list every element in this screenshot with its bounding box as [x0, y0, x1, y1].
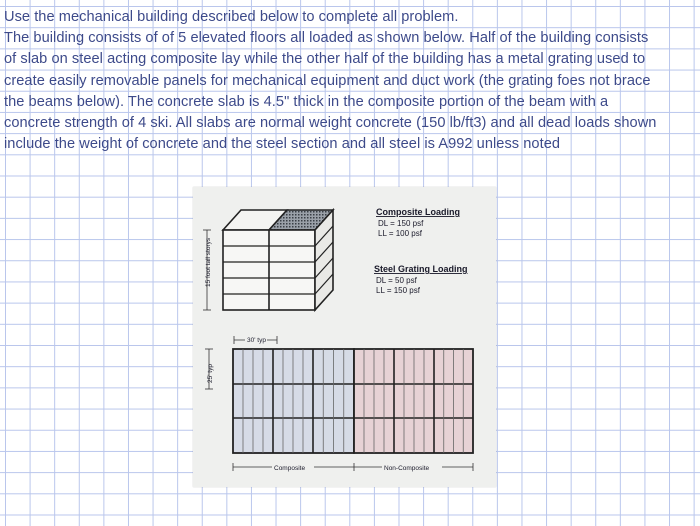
- building-3d-view: [223, 210, 333, 310]
- composite-loading-block: [376, 207, 460, 238]
- bay-width-dimension: [234, 335, 277, 344]
- problem-line-4: create easily removable panels for mechanical equipment and duct work (the grating foes not brace: [4, 72, 651, 89]
- bay-depth-label: 25' typ: [207, 364, 214, 383]
- grating-live-load: LL = 150 psf: [376, 286, 420, 295]
- problem-line-5: the beams below). The concrete slab is 4.5" thick in the composite portion of the beam with a: [4, 93, 609, 110]
- story-height-label: 15 foot tall storys: [205, 237, 212, 287]
- grating-loading-block: [374, 264, 468, 295]
- composite-dead-load: DL = 150 psf: [378, 219, 424, 228]
- floor-plan: [233, 349, 473, 453]
- composite-loading-title: Composite Loading: [376, 207, 460, 217]
- problem-line-6: concrete strength of 4 ski. All slabs are normal weight concrete (150 lb/ft3) and all dead loads shown: [4, 115, 657, 132]
- composite-live-load: LL = 100 psf: [378, 229, 422, 238]
- plan-width-dimension: [233, 462, 473, 472]
- bay-depth-dimension: [205, 349, 214, 389]
- bay-width-label: 30' typ: [247, 337, 266, 344]
- problem-line-3: of slab on steel acting composite lay while the other half of the building has a metal grating used to: [4, 51, 646, 68]
- story-height-dimension: [203, 230, 212, 310]
- problem-line-7: include the weight of concrete and the steel section and all steel is A992 unless noted: [4, 136, 561, 153]
- grating-dead-load: DL = 50 psf: [376, 276, 417, 285]
- composite-half: [233, 349, 354, 453]
- grating-loading-title: Steel Grating Loading: [374, 264, 468, 274]
- problem-line-2: The building consists of of 5 elevated floors all loaded as shown below. Half of the building consists: [4, 30, 649, 47]
- problem-statement: [4, 7, 698, 155]
- building-figure-drawing: [193, 187, 496, 487]
- building-figure: [193, 187, 496, 487]
- non-composite-label: Non-Composite: [384, 465, 430, 472]
- composite-label: Composite: [274, 465, 306, 472]
- non-composite-half: [354, 349, 473, 453]
- problem-line-1: Use the mechanical building described below to complete all problem.: [4, 9, 459, 25]
